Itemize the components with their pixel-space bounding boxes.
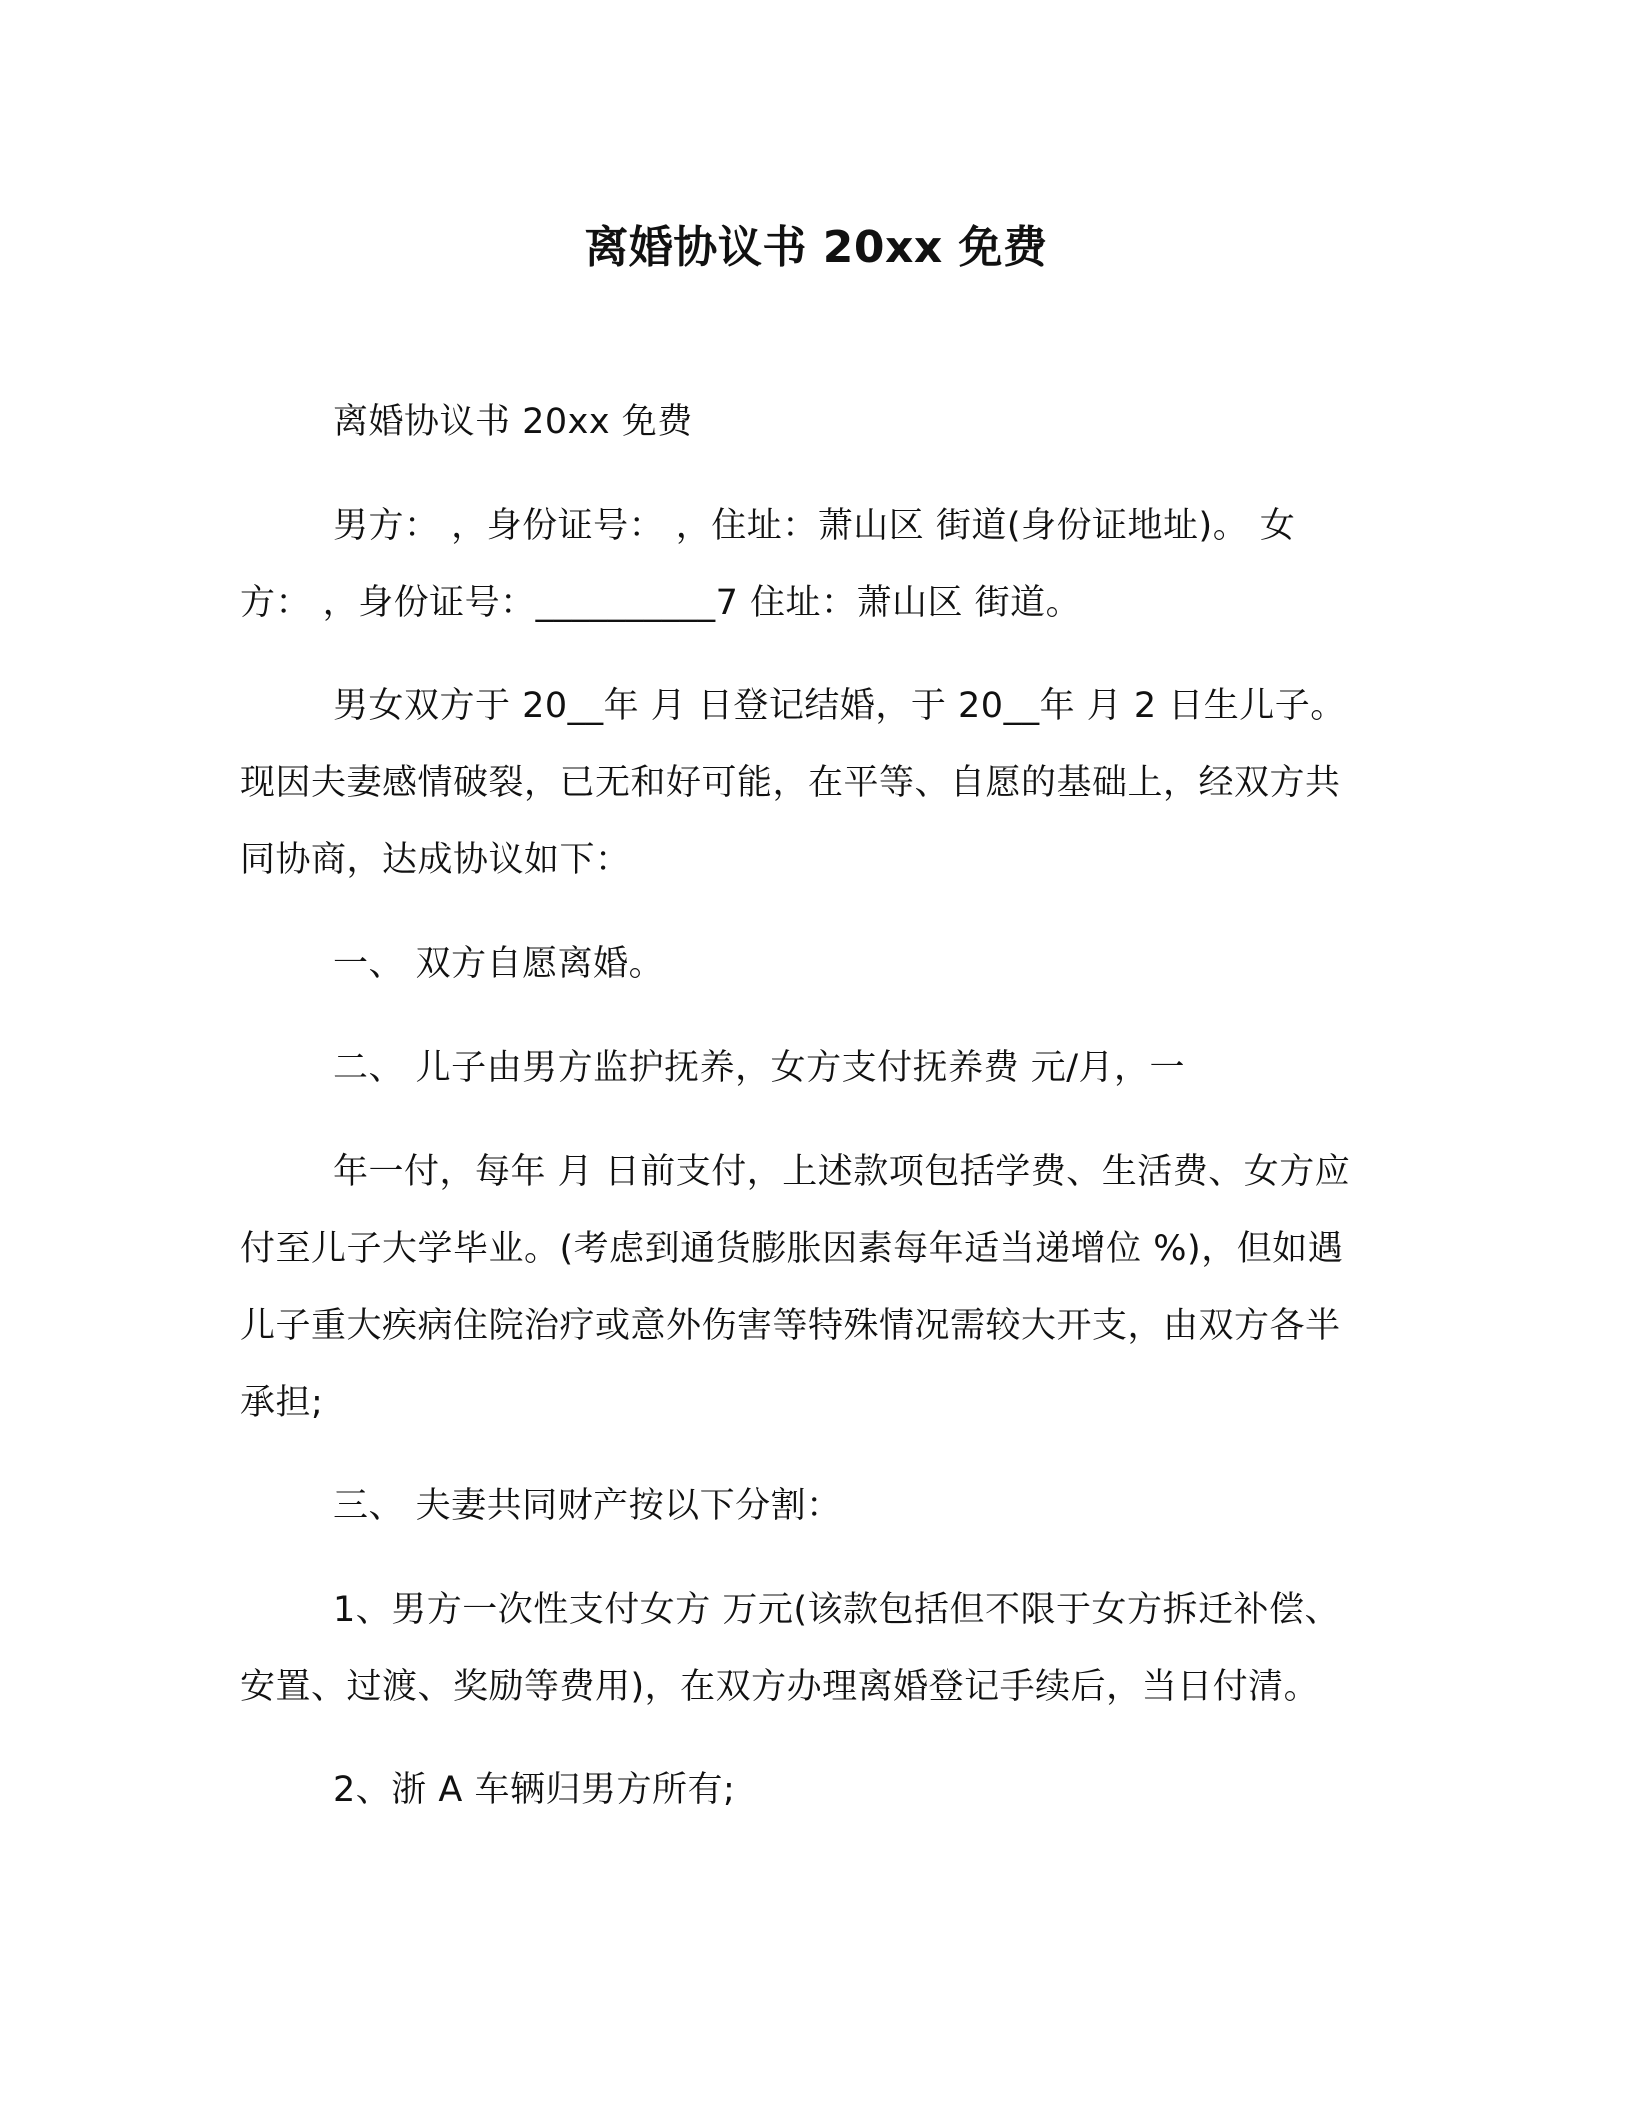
property-item-1: 1、男方一次性支付女方 万元(该款包括但不限于女方拆迁补偿、安置、过渡、奖励等费用)，在双方办理离婚登记手续后，当日付清。 bbox=[240, 1590, 1341, 1707]
clause-1-divorce: 一、 双方自愿离婚。 bbox=[333, 944, 665, 984]
clause-2-payment-terms: 年一付，每年 月 日前支付，上述款项包括学费、生活费、女方应付至儿子大学毕业。(考虑到通货膨胀因素每年适当递增位 %)，但如遇儿子重大疾病住院治疗或意外伤害等特殊情况需较大开支，由双方各半承担; bbox=[240, 1152, 1351, 1423]
property-item-2: 2、浙 A 车辆归男方所有; bbox=[333, 1770, 736, 1810]
paragraph-parties: 男方： ，身份证号： ，住址：萧山区 街道(身份证地址)。 女方： ，身份证号：__________7 住址：萧山区 街道。 bbox=[240, 506, 1296, 623]
document-title: 离婚协议书 20xx 免费 bbox=[584, 222, 1048, 273]
paragraph-marriage-background: 男女双方于 20__年 月 日登记结婚，于 20__年 月 2 日生儿子。现因夫妻感情破裂，已无和好可能，在平等、自愿的基础上，经双方共同协商，达成协议如下： bbox=[240, 686, 1346, 880]
clause-3-property-division: 三、 夫妻共同财产按以下分割： bbox=[333, 1486, 842, 1526]
paragraph-subtitle: 离婚协议书 20xx 免费 bbox=[333, 402, 693, 442]
clause-2-custody: 二、 儿子由男方监护抚养，女方支付抚养费 元/月，一 bbox=[333, 1048, 1186, 1088]
